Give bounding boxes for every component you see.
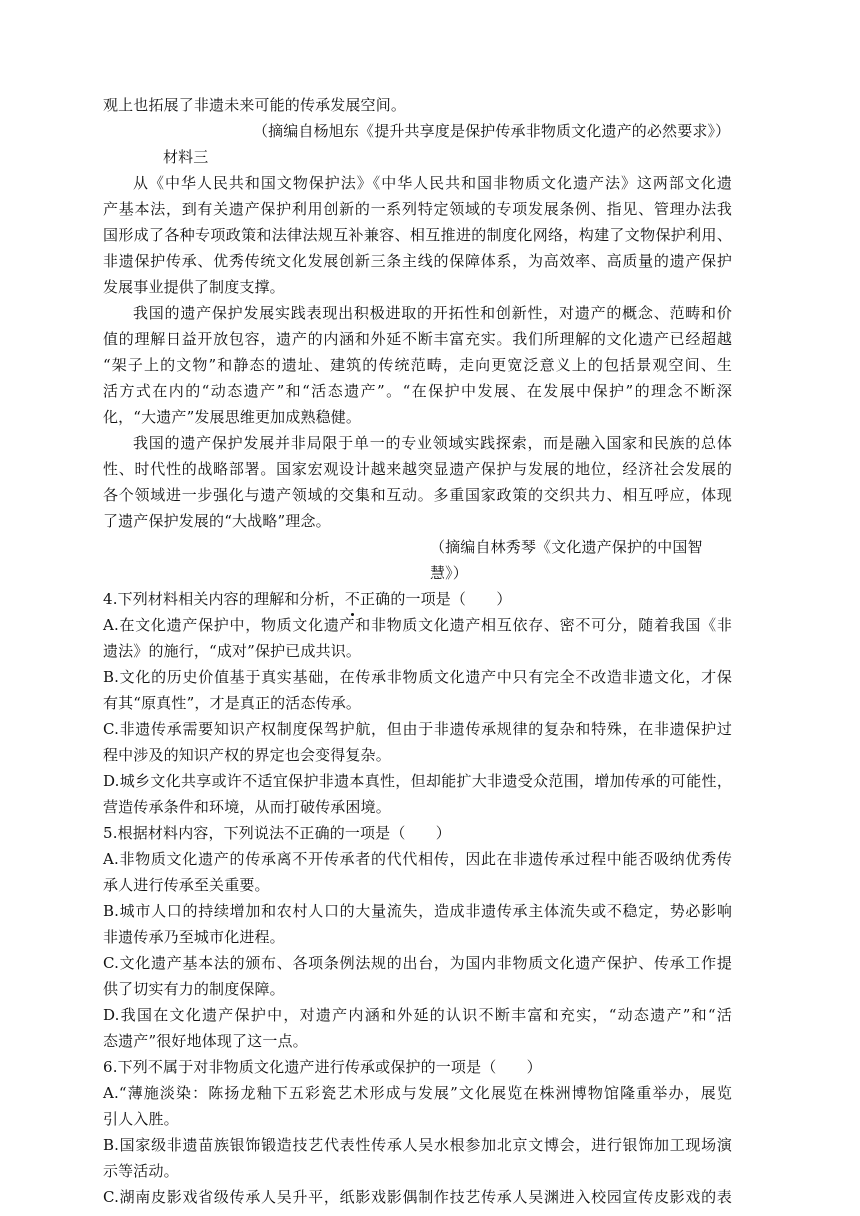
option-line: 供了切实有力的制度保障。 — [103, 980, 285, 998]
option-line: A.“薄施淡染：陈扬龙釉下五彩瓷艺术形成与发展”文化展览在株洲博物馆隆重举办，展览 — [103, 1084, 732, 1102]
option-line: D.我国在文化遗产保护中，对遗产内涵和外延的认识不断丰富和充实，“动态遗产”和“活 — [103, 1006, 732, 1024]
paragraph-line: 化，“大遗产”发展思维更加成熟稳健。 — [103, 408, 362, 426]
question-5-option-c — [103, 950, 732, 1002]
paragraph-line: 我国的遗产保护发展并非局限于单一的专业领域实践探索，而是融入国家和民族的总体 — [133, 434, 732, 452]
option-line: 遗法》的施行，“成对”保护已成共识。 — [103, 642, 362, 660]
option-line: 态遗产”很好地体现了这一点。 — [103, 1032, 308, 1050]
option-line: 示等活动。 — [103, 1162, 179, 1180]
question-6-option-c — [103, 1184, 732, 1210]
option-line: 程中涉及的知识产权的界定也会变得复杂。 — [103, 746, 391, 764]
paragraph-line: 性、时代性的战略部署。国家宏观设计越来越突显遗产保护与发展的地位，经济社会发展的 — [103, 460, 732, 478]
question-5-option-d — [103, 1002, 732, 1054]
paragraph-line: 发展事业提供了制度支撑。 — [103, 278, 285, 296]
question-5-stem: 5.根据材料内容，下列说法不正确的一项是（ ） — [103, 824, 451, 842]
question-4-emphasis-char: 不 — [345, 586, 360, 612]
question-6-option-b — [103, 1132, 732, 1184]
paragraph-line: 各个领域进一步强化与遗产领域的交集和互动。多重国家政策的交织共力、相互呼应，体现 — [103, 486, 732, 504]
question-4-stem — [103, 586, 732, 612]
option-line: A.在文化遗产保护中，物质文化遗产和非物质文化遗产相互依存、密不可分，随着我国《非 — [103, 616, 732, 634]
option-line: 有其“原真性”，才是真正的活态传承。 — [103, 694, 362, 712]
question-4-option-c — [103, 716, 732, 768]
paragraph-line: 产基本法，到有关遗产保护利用创新的一系列特定领域的专项发展条例、指见、管理办法我 — [103, 200, 732, 218]
paragraph-line: 我国的遗产保护发展实践表现出积极进取的开拓性和创新性，对遗产的概念、范畴和价 — [133, 304, 732, 322]
question-4-stem-before: 4.下列材料相关内容的理解和分析， — [103, 590, 345, 608]
option-line: B.国家级非遗苗族银饰锻造技艺代表性传承人吴水根参加北京文博会，进行银饰加工现场演 — [103, 1136, 732, 1154]
material-3-paragraph-2 — [103, 300, 732, 430]
question-6-stem: 6.下列不属于对非物质文化遗产进行传承或保护的一项是（ ） — [103, 1058, 542, 1076]
question-4-option-d — [103, 768, 732, 820]
material-3-paragraph-1 — [103, 170, 732, 300]
option-line: D.城乡文化共享或许不适宜保护非遗本真性，但却能扩大非遗受众范围，增加传承的可能性， — [103, 772, 732, 790]
intro-line: 观上也拓展了非遗未来可能的传承发展空间。 — [103, 96, 407, 114]
option-line: 承人进行传承至关重要。 — [103, 876, 270, 894]
question-4-option-a — [103, 612, 732, 664]
question-4-stem-after: 正确的一项是（ ） — [360, 590, 512, 608]
paragraph-line: 非遗保护传承、优秀传统文化发展创新三条主线的保障体系，为高效率、高质量的遗产保护 — [103, 252, 732, 270]
paragraph-line: “架子上的文物”和静态的遗址、建筑的传统范畴，走向更宽泛意义上的包括景观空间、生 — [103, 356, 732, 374]
question-5-option-b — [103, 898, 732, 950]
option-line: 营造传承条件和环境，从而打破传承困境。 — [103, 798, 391, 816]
source-citation-1: （摘编自杨旭东《提升共享度是保护传承非物质文化遗产的必然要求》） — [253, 122, 731, 140]
material-3-paragraph-3 — [103, 430, 732, 534]
option-line: 非遗传承乃至城市化进程。 — [103, 928, 285, 946]
paragraph-line: 国形成了各种专项政策和法律法规互补兼容、相互推进的制度化网络，构建了文物保护利用、 — [103, 226, 732, 244]
paragraph-line: 了遗产保护发展的“大战略”理念。 — [103, 512, 331, 530]
paragraph-line: 从《中华人民共和国文物保护法》《中华人民共和国非物质文化遗产法》这两部文化遗 — [133, 174, 732, 192]
option-line: B.城市人口的持续增加和农村人口的大量流失，造成非遗传承主体流失或不稳定，势必影响 — [103, 902, 732, 920]
option-line: C.文化遗产基本法的颁布、各项条例法规的出台，为国内非物质文化遗产保护、传承工作提 — [103, 954, 732, 972]
option-line: B.文化的历史价值基于真实基础，在传承非物质文化遗产中只有完全不改造非遗文化，才保 — [103, 668, 732, 686]
option-line: 引人入胜。 — [103, 1110, 179, 1128]
question-4-option-b — [103, 664, 732, 716]
paragraph-line: 活方式在内的“动态遗产”和“活态遗产”。“在保护中发展、在发展中保护”的理念不断深 — [103, 382, 732, 400]
option-line: C.非遗传承需要知识产权制度保驾护航，但由于非遗传承规律的复杂和特殊，在非遗保护过 — [103, 720, 732, 738]
material-3-title: 材料三 — [163, 148, 209, 166]
paragraph-line: 值的理解日益开放包容，遗产的内涵和外延不断丰富充实。我们所理解的文化遗产已经超越 — [103, 330, 732, 348]
question-6-option-a — [103, 1080, 732, 1132]
option-line: A.非物质文化遗产的传承离不开传承者的代代相传，因此在非遗传承过程中能否吸纳优秀传 — [103, 850, 732, 868]
source-citation-2: （摘编自林秀琴《文化遗产保护的中国智慧》） — [430, 538, 703, 582]
option-line: C.湖南皮影戏省级传承人吴升平，纸影戏影偶制作技艺传承人吴渊进入校园宣传皮影戏的表 — [103, 1188, 732, 1206]
question-5-option-a — [103, 846, 732, 898]
